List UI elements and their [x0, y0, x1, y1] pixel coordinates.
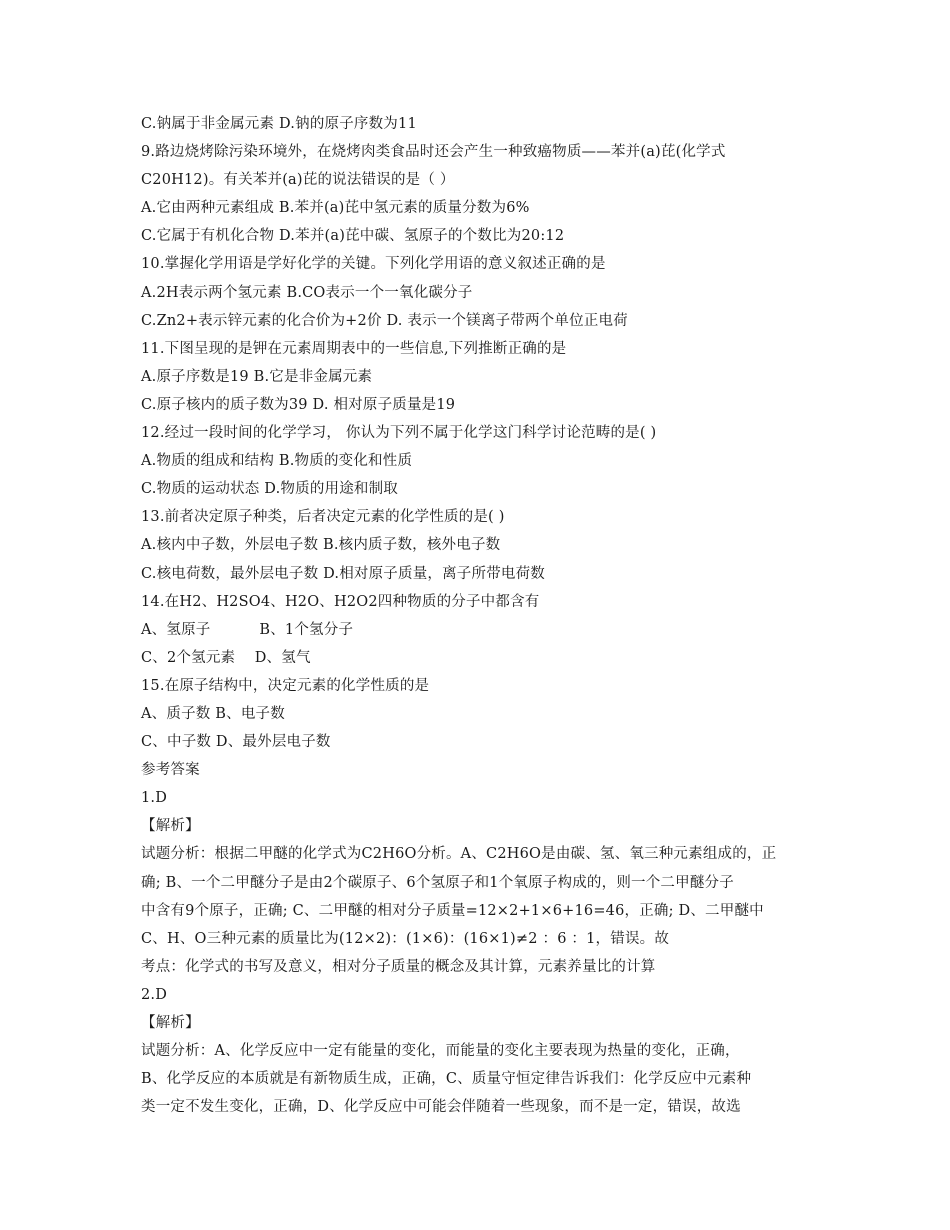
answer-number: 2.D — [141, 986, 168, 1003]
knowledge-point: 考点：化学式的书写及意义，相对分子质量的概念及其计算，元素养量比的计算 — [141, 958, 656, 975]
analysis-text: 确; B、一个二甲醚分子是由2个碳原子、6个氢原子和1个氧原子构成的，则一个二甲醚分子 — [141, 874, 734, 891]
option-line: A.2H表示两个氢元素 B.CO表示一个一氧化碳分子 — [141, 284, 473, 301]
option-line: A.原子序数是19 B.它是非金属元素 — [141, 368, 373, 385]
analysis-text: 试题分析：根据二甲醚的化学式为C2H6O分析。A、C2H6O是由碳、氢、氧三种元素组成的，正 — [141, 846, 777, 863]
text-line: C.钠属于非金属元素 D.钠的原子序数为11 — [141, 116, 417, 132]
option-line: C.它属于有机化合物 D.苯并(a)芘中碳、氢原子的个数比为20:12 — [141, 228, 565, 245]
analysis-label: 【解析】 — [141, 1015, 200, 1031]
text-line: C20H12)。有关苯并(a)芘的说法错误的是（ ） — [141, 172, 455, 189]
analysis-text: B、化学反应的本质就是有新物质生成，正确，C、质量守恒定律告诉我们：化学反应中元素种 — [141, 1071, 752, 1088]
question-10-stem: 10.掌握化学用语是学好化学的关键。下列化学用语的意义叙述正确的是 — [141, 256, 606, 273]
answers-heading: 参考答案 — [141, 762, 200, 779]
option-line: C.物质的运动状态 D.物质的用途和制取 — [141, 481, 399, 498]
question-12-stem: 12.经过一段时间的化学学习， 你认为下列不属于化学这门科学讨论范畴的是( ) — [141, 425, 657, 442]
question-13-stem: 13.前者决定原子种类，后者决定元素的化学性质的是( ) — [141, 509, 505, 526]
option-line: A.核内中子数，外层电子数 B.核内质子数，核外电子数 — [141, 537, 501, 554]
option-line: C、2个氢元素 D、氢气 — [141, 649, 311, 666]
option-line: C.原子核内的质子数为39 D. 相对原子质量是19 — [141, 396, 456, 413]
question-9-stem: 9.路边烧烤除污染环境外，在烧烤肉类食品时还会产生一种致癌物质——苯并(a)芘(化学式 — [141, 144, 726, 161]
analysis-text: 中含有9个原子，正确; C、二甲醚的相对分子质量=12×2+1×6+16=46，正确; D、二甲醚中 — [141, 902, 764, 919]
question-11-stem: 11.下图呈现的是钾在元素周期表中的一些信息,下列推断正确的是 — [141, 340, 567, 357]
question-14-stem: 14.在H2、H2SO4、H2O、H2O2四种物质的分子中都含有 — [141, 593, 540, 610]
analysis-text: 试题分析：A、化学反应中一定有能量的变化，而能量的变化主要表现为热量的变化，正确， — [141, 1043, 740, 1060]
option-line: A.它由两种元素组成 B.苯并(a)芘中氢元素的质量分数为6% — [141, 200, 530, 217]
option-line: C.Zn2+表示锌元素的化合价为+2价 D. 表示一个镁离子带两个单位正电荷 — [141, 312, 628, 329]
option-line: A.物质的组成和结构 B.物质的变化和性质 — [141, 453, 413, 470]
document-page — [141, 110, 821, 1121]
analysis-text: 类一定不发生变化，正确，D、化学反应中可能会伴随着一些现象，而不是一定，错误，故选 — [141, 1099, 741, 1116]
option-line: C、中子数 D、最外层电子数 — [141, 734, 331, 751]
question-15-stem: 15.在原子结构中，决定元素的化学性质的是 — [141, 677, 430, 694]
answer-number: 1.D — [141, 790, 168, 807]
option-line: A、质子数 B、电子数 — [141, 705, 285, 722]
option-line: A、氢原子 B、1个氢分子 — [141, 621, 354, 638]
analysis-text: C、H、O三种元素的质量比为(12×2)：(1×6)：(16×1)≠2 ：6 ：1，错误。故 — [141, 930, 670, 947]
option-line: C.核电荷数，最外层电子数 D.相对原子质量，离子所带电荷数 — [141, 565, 546, 582]
analysis-label: 【解析】 — [141, 818, 200, 835]
